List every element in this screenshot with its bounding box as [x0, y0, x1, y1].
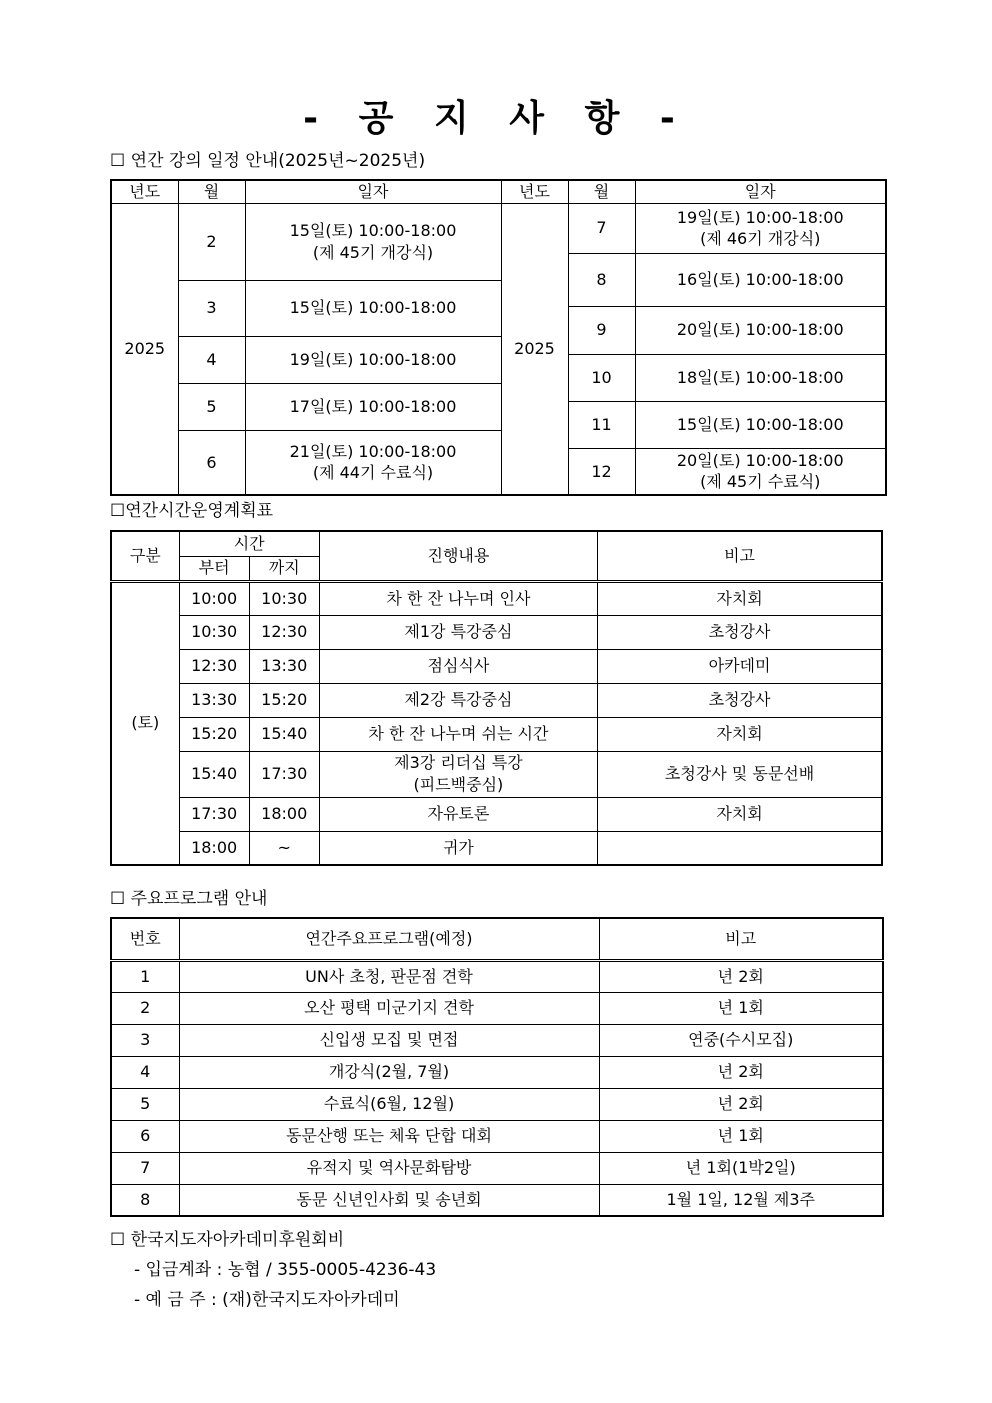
schedule-date: 20일(토) 10:00-18:00: [676, 450, 844, 470]
program-name: 신입생 모집 및 면접: [179, 1024, 599, 1056]
timetable-content-cell: [319, 615, 597, 649]
timetable-remark: 초청강사: [598, 615, 882, 649]
timetable-to: 18:00: [249, 797, 319, 831]
timetable-content: 자유토론: [427, 804, 490, 824]
program-name: 동문 신년인사회 및 송년회: [179, 1184, 599, 1216]
timetable-table: [110, 530, 883, 866]
page-title: - 공 지 사 항 -: [303, 98, 689, 139]
program-row: [111, 960, 883, 992]
timetable-to: 15:20: [249, 683, 319, 717]
schedule-note: (제 45기 개강식): [312, 242, 434, 262]
timetable-content: 제1강 특강중심: [404, 622, 513, 642]
timetable-remark: [598, 831, 882, 865]
schedule-date-cell: [245, 203, 501, 280]
timetable-to: 15:40: [249, 717, 319, 751]
timetable-from: 13:30: [179, 683, 249, 717]
schedule-month-right: 8: [568, 253, 635, 306]
schedule-date: 16일(토) 10:00-18:00: [676, 269, 844, 289]
schedule-month-left: 6: [178, 430, 245, 495]
program-remark: 1월 1일, 12월 제3주: [599, 1184, 883, 1216]
program-number: 8: [111, 1184, 179, 1216]
timetable-row: [111, 649, 882, 683]
timetable-content-cell: [319, 649, 597, 683]
program-row: [111, 1056, 883, 1088]
header-date-right: 일자: [635, 180, 886, 203]
header-content: 진행내용: [319, 531, 597, 581]
program-remark: 년 1회(1박2일): [599, 1152, 883, 1184]
schedule-date-cell: [635, 401, 886, 448]
schedule-date-cell: [635, 354, 886, 401]
schedule-year-left: 2025: [111, 203, 178, 495]
schedule-month-left: 4: [178, 336, 245, 383]
header-year-right: 년도: [501, 180, 568, 203]
timetable-remark: 아카데미: [598, 649, 882, 683]
header-date-left: 일자: [245, 180, 501, 203]
program-row: [111, 1088, 883, 1120]
header-program-remark: 비고: [599, 918, 883, 960]
timetable-row: [111, 581, 882, 615]
schedule-date: 15일(토) 10:00-18:00: [676, 414, 844, 434]
header-month-right: 월: [568, 180, 635, 203]
timetable-content: 차 한 잔 나누며 인사: [386, 588, 531, 608]
timetable-to: 13:30: [249, 649, 319, 683]
program-row: [111, 1184, 883, 1216]
timetable-from: 15:40: [179, 751, 249, 797]
schedule-note: (제 44기 수료식): [312, 463, 434, 483]
timetable-content-cell: [319, 717, 597, 751]
timetable-to: 12:30: [249, 615, 319, 649]
program-row: [111, 1152, 883, 1184]
header-time: 시간: [179, 531, 319, 556]
program-remark: 년 2회: [599, 1088, 883, 1120]
header-number: 번호: [111, 918, 179, 960]
schedule-date-cell: [635, 203, 886, 253]
program-remark: 년 2회: [599, 960, 883, 992]
timetable-from: 10:00: [179, 581, 249, 615]
program-number: 3: [111, 1024, 179, 1056]
schedule-month-left: 3: [178, 280, 245, 336]
support-heading: ☐ 한국지도자아카데미후원회비: [110, 1230, 345, 1250]
timetable-content-sub: (피드백중심): [413, 775, 504, 794]
header-category: 구분: [111, 531, 179, 581]
schedule-month-right: 10: [568, 354, 635, 401]
timetable-day: (토): [111, 581, 179, 865]
schedule-date-cell: [245, 383, 501, 430]
header-from: 부터: [179, 556, 249, 581]
program-row: [111, 992, 883, 1024]
header-to: 까지: [249, 556, 319, 581]
timetable-row: [111, 751, 882, 797]
program-name: 수료식(6월, 12월): [179, 1088, 599, 1120]
schedule-date: 20일(토) 10:00-18:00: [676, 320, 844, 340]
program-name: UN사 초청, 판문점 견학: [179, 960, 599, 992]
timetable-row: [111, 797, 882, 831]
timetable-from: 18:00: [179, 831, 249, 865]
schedule-month-right: 7: [568, 203, 635, 253]
program-remark: 년 2회: [599, 1056, 883, 1088]
schedule-date-cell: [245, 280, 501, 336]
account-line: - 입금계좌 : 농협 / 355-0005-4236-43: [134, 1260, 437, 1280]
program-number: 2: [111, 992, 179, 1024]
timetable-remark: 자치회: [598, 717, 882, 751]
program-number: 6: [111, 1120, 179, 1152]
holder-line: - 예 금 주 : (재)한국지도자아카데미: [134, 1290, 400, 1310]
timetable-remark: 초청강사: [598, 683, 882, 717]
program-remark: 년 1회: [599, 992, 883, 1024]
program-row: [111, 1120, 883, 1152]
schedule-month-left: 2: [178, 203, 245, 280]
program-table: [110, 917, 884, 1217]
schedule-date: 19일(토) 10:00-18:00: [676, 207, 844, 227]
schedule-date: 18일(토) 10:00-18:00: [676, 367, 844, 387]
program-number: 1: [111, 960, 179, 992]
schedule-month-right: 9: [568, 306, 635, 354]
timetable-from: 17:30: [179, 797, 249, 831]
schedule-date: 21일(토) 10:00-18:00: [289, 441, 457, 461]
header-year-left: 년도: [111, 180, 178, 203]
timetable-remark: 초청강사 및 동문선배: [598, 751, 882, 797]
timetable-content-cell: [319, 831, 597, 865]
header-remark: 비고: [598, 531, 882, 581]
schedule-date-cell: [635, 253, 886, 306]
schedule-date-cell: [245, 430, 501, 495]
program-row: [111, 1024, 883, 1056]
timetable-from: 10:30: [179, 615, 249, 649]
timetable-content: 제3강 리더십 특강: [394, 753, 523, 773]
timetable-content-cell: [319, 751, 597, 797]
program-name: 동문산행 또는 체육 단합 대회: [179, 1120, 599, 1152]
header-program: 연간주요프로그램(예정): [179, 918, 599, 960]
timetable-heading: ☐연간시간운영계획표: [110, 501, 274, 521]
program-heading: ☐ 주요프로그램 안내: [110, 889, 268, 909]
schedule-date-cell: [635, 306, 886, 354]
timetable-row: [111, 683, 882, 717]
schedule-table: [110, 179, 887, 496]
timetable-content-cell: [319, 797, 597, 831]
program-remark: 년 1회: [599, 1120, 883, 1152]
timetable-row: [111, 831, 882, 865]
schedule-note: (제 45기 수료식): [700, 472, 821, 492]
schedule-month-right: 11: [568, 401, 635, 448]
timetable-content-cell: [319, 683, 597, 717]
schedule-heading: ☐ 연간 강의 일정 안내(2025년~2025년): [110, 151, 426, 171]
schedule-note: (제 46기 개강식): [700, 229, 821, 249]
timetable-from: 15:20: [179, 717, 249, 751]
timetable-content: 차 한 잔 나누며 쉬는 시간: [368, 724, 549, 744]
timetable-from: 12:30: [179, 649, 249, 683]
schedule-date-cell: [245, 336, 501, 383]
program-name: 유적지 및 역사문화탐방: [179, 1152, 599, 1184]
program-number: 7: [111, 1152, 179, 1184]
timetable-to: ~: [249, 831, 319, 865]
schedule-month-right: 12: [568, 448, 635, 495]
program-number: 5: [111, 1088, 179, 1120]
program-number: 4: [111, 1056, 179, 1088]
program-name: 개강식(2월, 7월): [179, 1056, 599, 1088]
timetable-content: 점심식사: [427, 656, 490, 676]
schedule-year-right: 2025: [501, 203, 568, 495]
timetable-content: 귀가: [442, 837, 474, 857]
program-remark: 연중(수시모집): [599, 1024, 883, 1056]
timetable-to: 10:30: [249, 581, 319, 615]
schedule-date: 19일(토) 10:00-18:00: [289, 349, 457, 369]
timetable-content-cell: [319, 581, 597, 615]
schedule-date: 15일(토) 10:00-18:00: [289, 298, 457, 318]
timetable-content: 제2강 특강중심: [404, 690, 513, 710]
schedule-month-left: 5: [178, 383, 245, 430]
schedule-date: 17일(토) 10:00-18:00: [289, 396, 457, 416]
schedule-date: 15일(토) 10:00-18:00: [289, 221, 457, 240]
timetable-row: [111, 615, 882, 649]
timetable-remark: 자치회: [598, 797, 882, 831]
header-month-left: 월: [178, 180, 245, 203]
program-name: 오산 평택 미군기지 견학: [179, 992, 599, 1024]
timetable-remark: 자치회: [598, 581, 882, 615]
timetable-to: 17:30: [249, 751, 319, 797]
schedule-date-cell: [635, 448, 886, 495]
timetable-row: [111, 717, 882, 751]
